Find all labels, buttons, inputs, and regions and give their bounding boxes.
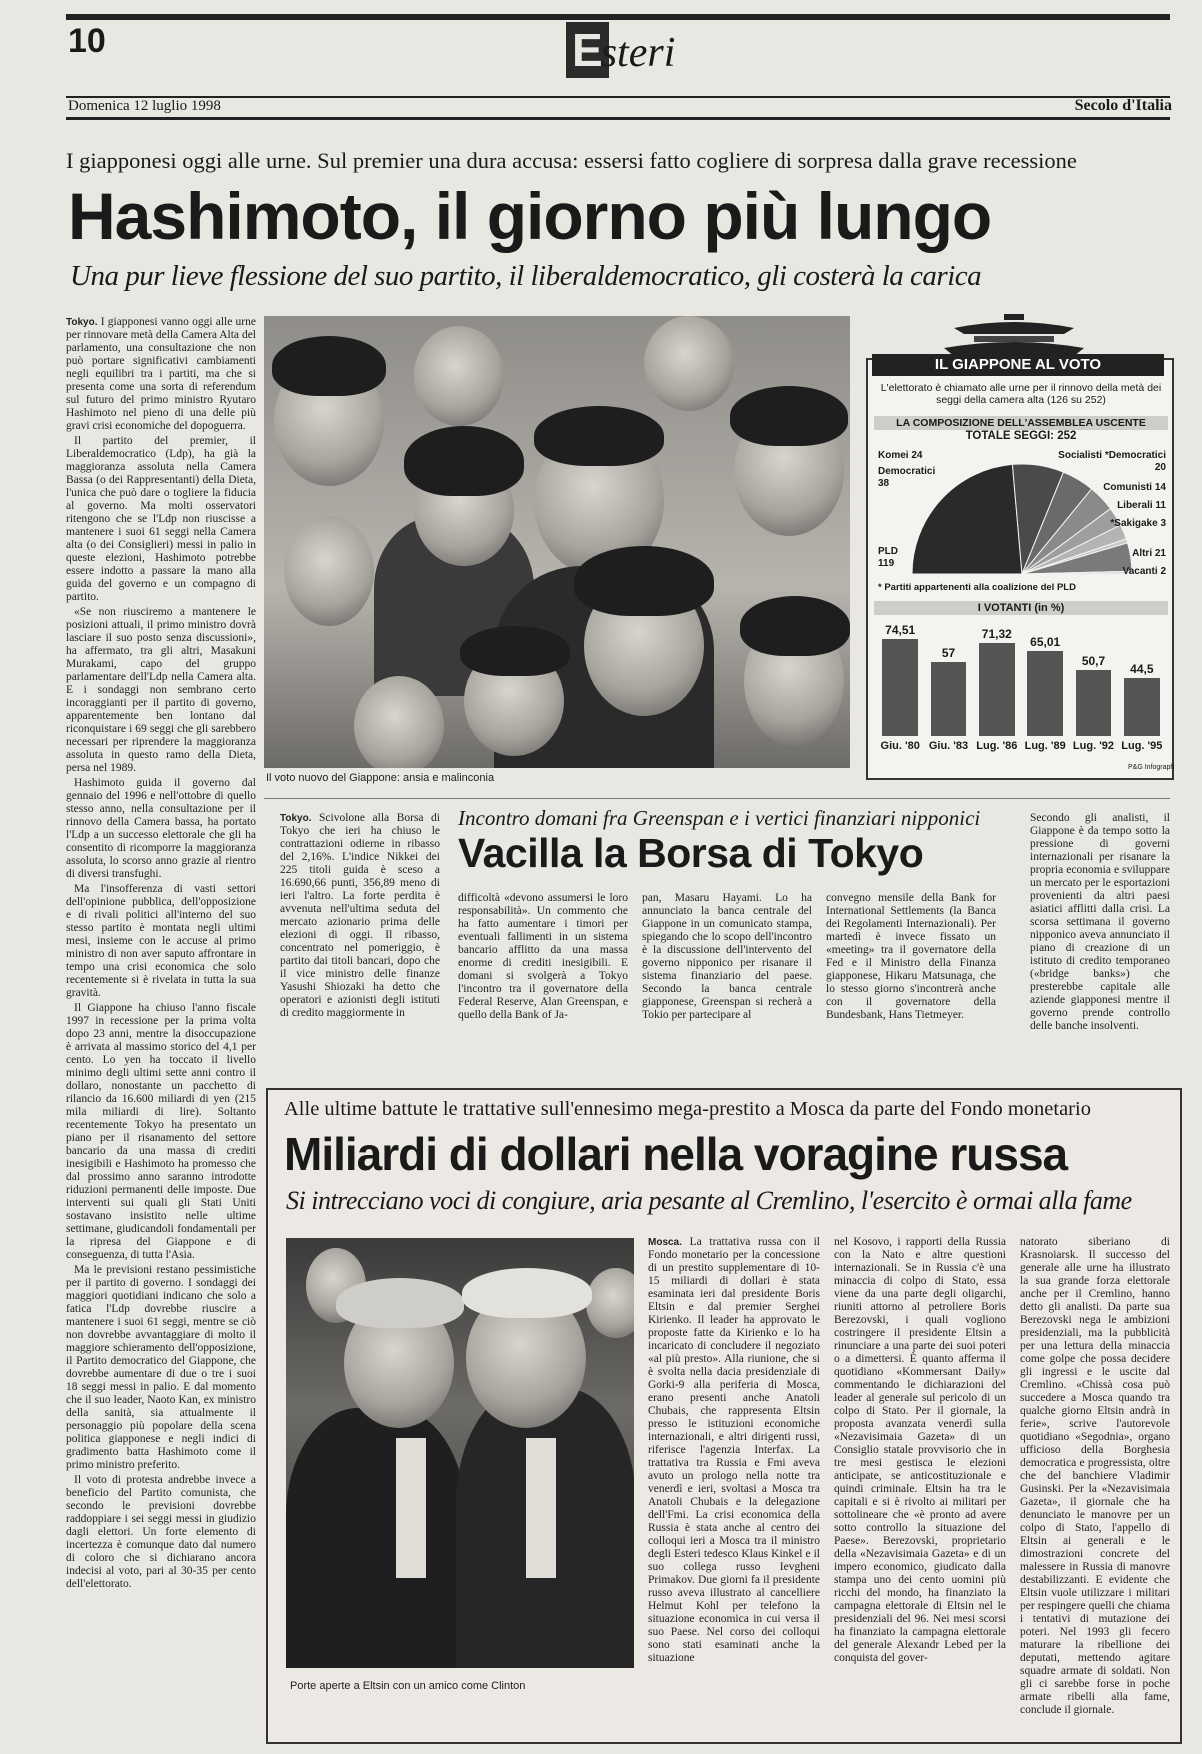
borsa-dateline: Tokyo. xyxy=(280,813,312,824)
borsa-text: Secondo gli analisti, il Giappone è da tempo sotto la pressione di governi internazionali per risanare la propria economia e sviluppare un mercato per le esportazioni provenienti da altri paesi asiatici afflitti dalla crisi. La scorsa settimana il governo nipponico aveva annunciato il piano di creazione di un istituto di credito temporaneo («bridge banks») che presterebbe capitale alle aziende giapponesi mentre il governo prende controllo delle banche insolventi. xyxy=(1030,812,1170,1032)
pie-label-value: 38 xyxy=(878,478,890,489)
lead-photo-crowd xyxy=(264,316,850,768)
total-seats: TOTALE SEGGI: 252 xyxy=(965,430,1077,442)
russia-dateline: Mosca. xyxy=(648,1237,682,1248)
pie-label-value: 119 xyxy=(878,558,895,569)
pie-label-socialisti xyxy=(1056,450,1166,474)
turnout-bar-chart xyxy=(876,618,1166,768)
lead-headline: Hashimoto, il giorno più lungo xyxy=(68,179,992,253)
pie-label-value: 14 xyxy=(1154,482,1166,493)
russia-col-2 xyxy=(834,1236,1006,1732)
newspaper-name: Secolo d'Italia xyxy=(1074,97,1172,114)
borsa-top-rule xyxy=(264,798,1170,799)
borsa-text: convegno mensile della Bank for International Settlements (la Banca dei Regolamenti Internazionali). Per martedì è invece fissato un «meeting» tra il governatore della Fed e il Ministro della Finanza giapponese, Hikaru Matsunaga, che lo stesso giorno s'incontrerà anche con il governatore della Bundesbank, Hans Tietmeyer. xyxy=(826,892,996,1021)
pie-label-name: *Sakigake xyxy=(1110,518,1158,529)
infobox-credit: P&G Infograph xyxy=(1128,764,1175,771)
section-initial: E xyxy=(566,22,609,78)
pie-label-value: 24 xyxy=(911,450,923,461)
composition-title: LA COMPOSIZIONE DELL'ASSEMBLEA USCENTE xyxy=(874,416,1168,430)
turnout-value-label: 44,5 xyxy=(1130,662,1154,677)
infobox-intro: L'elettorato è chiamato alle urne per il rinnovo della metà dei seggi della camera alta (126 su 252) xyxy=(880,382,1162,406)
pie-label-sakigake xyxy=(1110,518,1166,529)
borsa-text: difficoltà «devono assumersi le loro responsabilità». Un commento che ha fatto aumentare i timori per eventuali fallimenti in un sistema bancario afflitto da una massa enorme di crediti inesigibili. E domani si svolgerà a Tokyo l'incontro tra il governatore della Federal Reserve, Alan Greenspan, e quello della Bank of Ja- xyxy=(458,892,628,1021)
turnout-bar xyxy=(882,639,918,736)
turnout-value-label: 74,51 xyxy=(885,623,916,638)
borsa-headline: Vacilla la Borsa di Tokyo xyxy=(458,830,924,876)
pagoda-roof-icon xyxy=(944,314,1084,358)
pie-label-name: Socialisti *Democratici xyxy=(1058,450,1166,461)
pie-label-value: 2 xyxy=(1160,566,1166,577)
lead-subhead: Una pur lieve flessione del suo partito, il liberaldemocratico, gli costerà la carica xyxy=(70,260,982,292)
borsa-kicker: Incontro domani fra Greenspan e i vertici finanziari nipponici xyxy=(458,806,981,830)
russia-headline: Miliardi di dollari nella voragine russa xyxy=(284,1128,1068,1180)
pie-label-altri xyxy=(1132,548,1166,559)
lead-body xyxy=(66,316,256,1726)
russia-text: nel Kosovo, i rapporti della Russia con la Nato e altre questioni internazionali. Se in Russia c'è una minaccia di colpo di Stato, essa viene da una parte degli oligarchi, riuniti attorno al petroliere Boris Berezovski, i quali vogliono costringere il presidente Eltsin a rinunciare a una parte dei suoi poteri o a dimettersi. È quanto afferma il quotidiano «Kommersant Daily» commentando le dichiarazioni del leader al generale sul pericolo di un colpo di Stato. Per il giornale, la proposta avanzata venerdì sulla «Nezavisimaia Gazeta» di un Consiglio statale provvisorio che in tre mesi gestisca le elezioni anticipate, se anticostituzionale e quindi criminale. Eltsin ha tra le capitali e si è rivolto ai militari per sottolineare che «è pronto ad avere sotto controllo la situazione del Paese». Berezovski, proprietario della «Nezavisimaia Gazeta» e di un impero economico, giudicato dalla stampa uno dei cento uomini più ricchi del mondo, ha finanziato la campagna elettorale di Eltsin nel le presidenziali del 96. Nei mesi scorsi ha finanziato la campagna elettorale del generale Alexandr Lebed per la conquista del gover- xyxy=(834,1236,1006,1664)
section-title xyxy=(566,22,675,92)
borsa-col-5 xyxy=(1030,812,1170,1052)
pie-label-value: 20 xyxy=(1154,462,1166,473)
lead-paragraph: «Se non riusciremo a mantenere le posizioni attuali, il primo ministro dovrà lasciare il suo posto senza discussioni», ha affermato, tra gli altri, Masakuni Murakami, capo del gruppo parlamentare dell'Ldp nella Camera alta. E i sondaggi non sembrano certo incoraggianti per il partito di governo, apparentemente ben lontano dal riconquistare i 69 seggi che gli sarebbero necessari per riprendere la maggioranza assoluta in questo ramo della Dieta, persa nel 1989. xyxy=(66,606,256,774)
votes-title: I VOTANTI (in %) xyxy=(874,601,1168,615)
lead-paragraph: Il Giappone ha chiuso l'anno fiscale 1997 in recessione per la prima volta dopo 23 anni, mentre la disoccupazione è arrivata al massimo storico del 4,1 per cento. Lo yen ha toccato il livello minimo degli ultimi sette anni contro il dollaro, nonostante un pacchetto di rilancio da 16.600 miliardi di yen (215 mila miliardi di lire). Soltanto recentemente Tokyo ha presentato un piano per il risanamento del settore bancario da una massa di crediti inesigibili e Hashimoto ha promesso che dal prossimo anno saranno introdotte riduzioni permanenti delle imposte. Due interventi sui quali gli Stati Uniti sostavano insistito nelle ultime settimane, giudicandoli fondamentali per la ripresa del Giappone e di conseguenza, di tutta l'Asia. xyxy=(66,1002,256,1261)
pie-footnote: * Partiti appartenenti alla coalizione del PLD xyxy=(878,582,1076,593)
pie-label-name: Democratici xyxy=(878,466,936,477)
lead-photo-caption: Il voto nuovo del Giappone: ansia e malinconia xyxy=(266,772,495,784)
russia-col-1 xyxy=(648,1236,820,1732)
pie-label-democratici xyxy=(878,466,935,490)
pie-label-liberali xyxy=(1117,500,1166,511)
turnout-value-label: 65,01 xyxy=(1030,635,1061,650)
borsa-text: Scivolone alla Borsa di Tokyo che ieri ha chiuso le contrattazioni odierne in ribasso del 2,16%. L'indice Nikkei dei 225 titoli guida è sceso a 16.690,66 punti, 356,89 meno di ieri l'altro. La forte perdita è avvenuta nell'ultima seduta del mercato azionario prima delle elezioni di oggi. Il ribasso, concentrato nel pomeriggio, è partito dai titoli bancari, dopo che il vice ministro delle finanze Yasushi Shiozaki ha detto che operatori e azionisti degli istituti di credito maggiormente in xyxy=(280,812,440,1019)
pie-label-comunisti xyxy=(1103,482,1166,493)
russia-col-3 xyxy=(1020,1236,1170,1732)
russia-text: La trattativa russa con il Fondo monetario per la concessione di un prestito supplementare di 10-15 miliardi di dollari è stata esaminata ieri dal presidente Boris Eltsin e dal premier Serghei Kirienko. Il leader ha approvato le proposte fatte da Kirienko e lo ha incaricato di concludere il negoziato «al più presto». Alla riunione, che si è svolta nella dacia presidenziale di Gorki-9 alla periferia di Mosca, erano presenti anche Anatoli Chubais, che rappresenta Eltsin presso le istituzioni economiche internazionali, e altri dirigenti russi, riferisce l'agenzia Interfax. La trattativa tra Russia e Fmi aveva avuto un prologo nella notte tra venerdì e ieri, svoltasi a Mosca tra Anatoli Chubais e la delegazione dell'Fmi. La crisi economica della Russia è stata anche al centro dei colloqui ieri a Mosca tra il ministro degli Esteri tedesco Klaus Kinkel e il suo collega russo Ievgheni Primakov. Due giorni fa il presidente russo aveva illustrato al cancelliere Helmut Kohl per telefono la situazione economica in cui versa il suo Paese. Nel corso dei colloqui sono stati esaminati anche la situazione xyxy=(648,1236,820,1664)
pie-label-name: Komei xyxy=(878,450,909,461)
turnout-bar xyxy=(979,643,1015,736)
turnout-bar xyxy=(1124,678,1160,736)
lead-dateline: Tokyo. xyxy=(66,317,98,328)
turnout-category-label: Lug. '89 xyxy=(1024,740,1066,752)
pie-label-vacanti xyxy=(1123,566,1166,577)
section-rest: steri xyxy=(600,30,676,76)
issue-date: Domenica 12 luglio 1998 xyxy=(68,98,221,114)
lead-paragraph: Ma le previsioni restano pessimistiche per il partito di governo. I sondaggi dei maggiori quotidiani indicano che solo a fatica l'Ldp dovrebbe riuscire a mantenere i suoi 61 seggi, mentre se ciò non dovrebbe avvantaggiare di molto il maggiore schieramento dell'opposizione, il Partito democratico del Giappone, che dovrebbe aumentare di due o tre i suoi 18 seggi messi in palio. E dal momento che il suo leader, Naoto Kan, ex ministro della sanità, sia attualmente il personaggio più popolare della scena politica giapponese e negli indici di gradimento batta Hashimoto come il primo ministro preferito. xyxy=(66,1264,256,1471)
infobox-title: IL GIAPPONE AL VOTO xyxy=(872,354,1164,376)
turnout-bar xyxy=(931,662,967,736)
borsa-col-3 xyxy=(642,892,812,1052)
pie-label-value: 21 xyxy=(1154,548,1166,559)
lead-paragraph: Il voto di protesta andrebbe invece a beneficio del Partito comunista, che secondo le previsioni dovrebbe raddoppiare i sei seggi messi in giudizio dagli elettori. Un forte elemento di incertezza è comunque dato dal numero di coloro che si dichiarano ancora indecisi al voto, pari al 30-35 per cento dell'elettorato. xyxy=(66,1474,256,1590)
lead-kicker: I giapponesi oggi alle urne. Sul premier una dura accusa: essersi fatto cogliere di sorpresa dalla grave recessione xyxy=(66,148,1077,173)
pie-label-value: 3 xyxy=(1160,518,1166,529)
russia-kicker: Alle ultime battute le trattative sull'ennesimo mega-prestito a Mosca da parte del Fondo monetario xyxy=(284,1098,1091,1120)
russia-photo-eltsin-clinton xyxy=(286,1238,634,1668)
russia-subhead: Si intrecciano voci di congiure, aria pesante al Cremlino, l'esercito è ormai alla fame xyxy=(286,1186,1132,1215)
lead-paragraph: I giapponesi vanno oggi alle urne per rinnovare metà della Camera Alta del parlamento, una consultazione che non può portare significativi cambiamenti negli equilibri tra i partiti, ma che si presenta come una sorta di referendum sul futuro del primo ministro Ryutaro Hashimoto nel pieno di una delle più gravi crisi economiche del dopoguerra. xyxy=(66,316,256,432)
pie-label-name: Comunisti xyxy=(1103,482,1153,493)
turnout-category-label: Lug. '95 xyxy=(1121,740,1163,752)
turnout-value-label: 71,32 xyxy=(981,627,1012,642)
borsa-col-4 xyxy=(826,892,996,1052)
turnout-category-label: Lug. '92 xyxy=(1072,740,1115,752)
borsa-text: pan, Masaru Hayami. Lo ha annunciato la banca centrale del Giappone in un comunicato stampa, spiegando che lo scopo dell'incontro è la discussione dell'intervento del governo nipponico per risanare il sistema finanziario del paese. Secondo la banca centrale giapponese, Greenspan si recherà a Tokio per partecipare al xyxy=(642,892,812,1021)
borsa-col-2 xyxy=(458,892,628,1052)
turnout-bar xyxy=(1027,651,1063,736)
turnout-value-label: 50,7 xyxy=(1081,654,1106,669)
top-rule xyxy=(66,14,1170,20)
turnout-category-label: Giu. '80 xyxy=(880,740,920,752)
pie-label-name: Altri xyxy=(1132,548,1153,559)
pie-label-pld xyxy=(878,546,898,570)
pie-label-name: PLD xyxy=(878,546,898,557)
pie-label-value: 11 xyxy=(1155,500,1166,511)
turnout-category-label: Lug. '86 xyxy=(976,740,1018,752)
turnout-category-label: Giu. '83 xyxy=(928,740,969,752)
turnout-bar xyxy=(1076,670,1112,736)
borsa-col-1 xyxy=(280,812,440,1052)
masthead-bottom-rule xyxy=(66,117,1170,120)
lead-paragraph: Hashimoto guida il governo dal gennaio del 1996 e nell'ottobre di quello stesso anno, nella consultazione per il rinnovo della Camera bassa, ha portato l'Ldp a un successo elettorale che gli ha consentito di ricomporre la maggioranza assoluta, lo scorso anno grazie al rientro di diversi transfughi. xyxy=(66,777,256,880)
lead-paragraph: Ma l'insofferenza di vasti settori dell'opinione pubblica, dell'opposizione e di rivali politici all'interno del suo stesso partito è montata negli ultimi mesi, insieme con le accuse al primo ministro di non aver saputo affrontare in tempo una crisi economica che solo recentemente si è rivelata in tutta la sua gravità. xyxy=(66,883,256,999)
pie-label-komei xyxy=(878,450,922,461)
pie-label-name: Liberali xyxy=(1117,500,1153,511)
russia-photo-caption: Porte aperte a Eltsin con un amico come Clinton xyxy=(290,1680,526,1692)
page-number: 10 xyxy=(68,22,106,60)
lead-paragraph: Il partito del premier, il Liberaldemocratico (Ldp), ha già la maggioranza assoluta nella Camera Bassa (o dei Rappresentanti) della Dieta, l'unica che può dare o togliere la fiducia al governo. Ma molti osservatori ritengono che se l'Ldp non riuscisse a mantenere i suoi 61 seggi nella Camera alta (o dei Consiglieri) messi in palio in queste elezioni, Hashimoto potrebbe essere indotto a passare la mano alla guida del governo e un compagno di partito. xyxy=(66,435,256,603)
masthead-rule xyxy=(66,96,1170,98)
turnout-value-label: 57 xyxy=(941,645,956,660)
pie-label-name: Vacanti xyxy=(1122,566,1158,577)
russia-text: natorato siberiano di Krasnoiarsk. Il successo del generale alle urne ha illustrato la sua grande forza elettorale anche per il Cremlino, hanno detto gli analisti. Da parte sua Berezovski nega le ambizioni presidenziali, ma la pubblicità per una lettura della minaccia come golpe che possa decidere gli ingressi e le uscite dal Cremlino. «Chissà cosa può succedere a Mosca quando tra qualche giorno Eltsin andrà in ferie», scrive l'autorevole quotidiano «Segodnia», organo ufficioso della Borghesia democratica e progressista, oltre che del banchiere Vladimir Gusinski. Per la «Nezavisimaia Gazeta», il giornale che ha denunciato le manovre per un colpo di Stato, l'appello di Eltsin ai generali e le dimostrazioni concrete del malessere in Russia di manovre destabilizzanti. E evidente che Eltsin vuole utilizzare i militari per respingere quelli che chiama i tentativi di mutazione dei poteri. Nel 1993 gli fecero maturare la ribellione dei deputati, mettendo agitare squadre armate di soldati. Non gli ci sarebbe forse in poche armate ribelli alla fame, conclude il giornale. xyxy=(1020,1236,1170,1716)
